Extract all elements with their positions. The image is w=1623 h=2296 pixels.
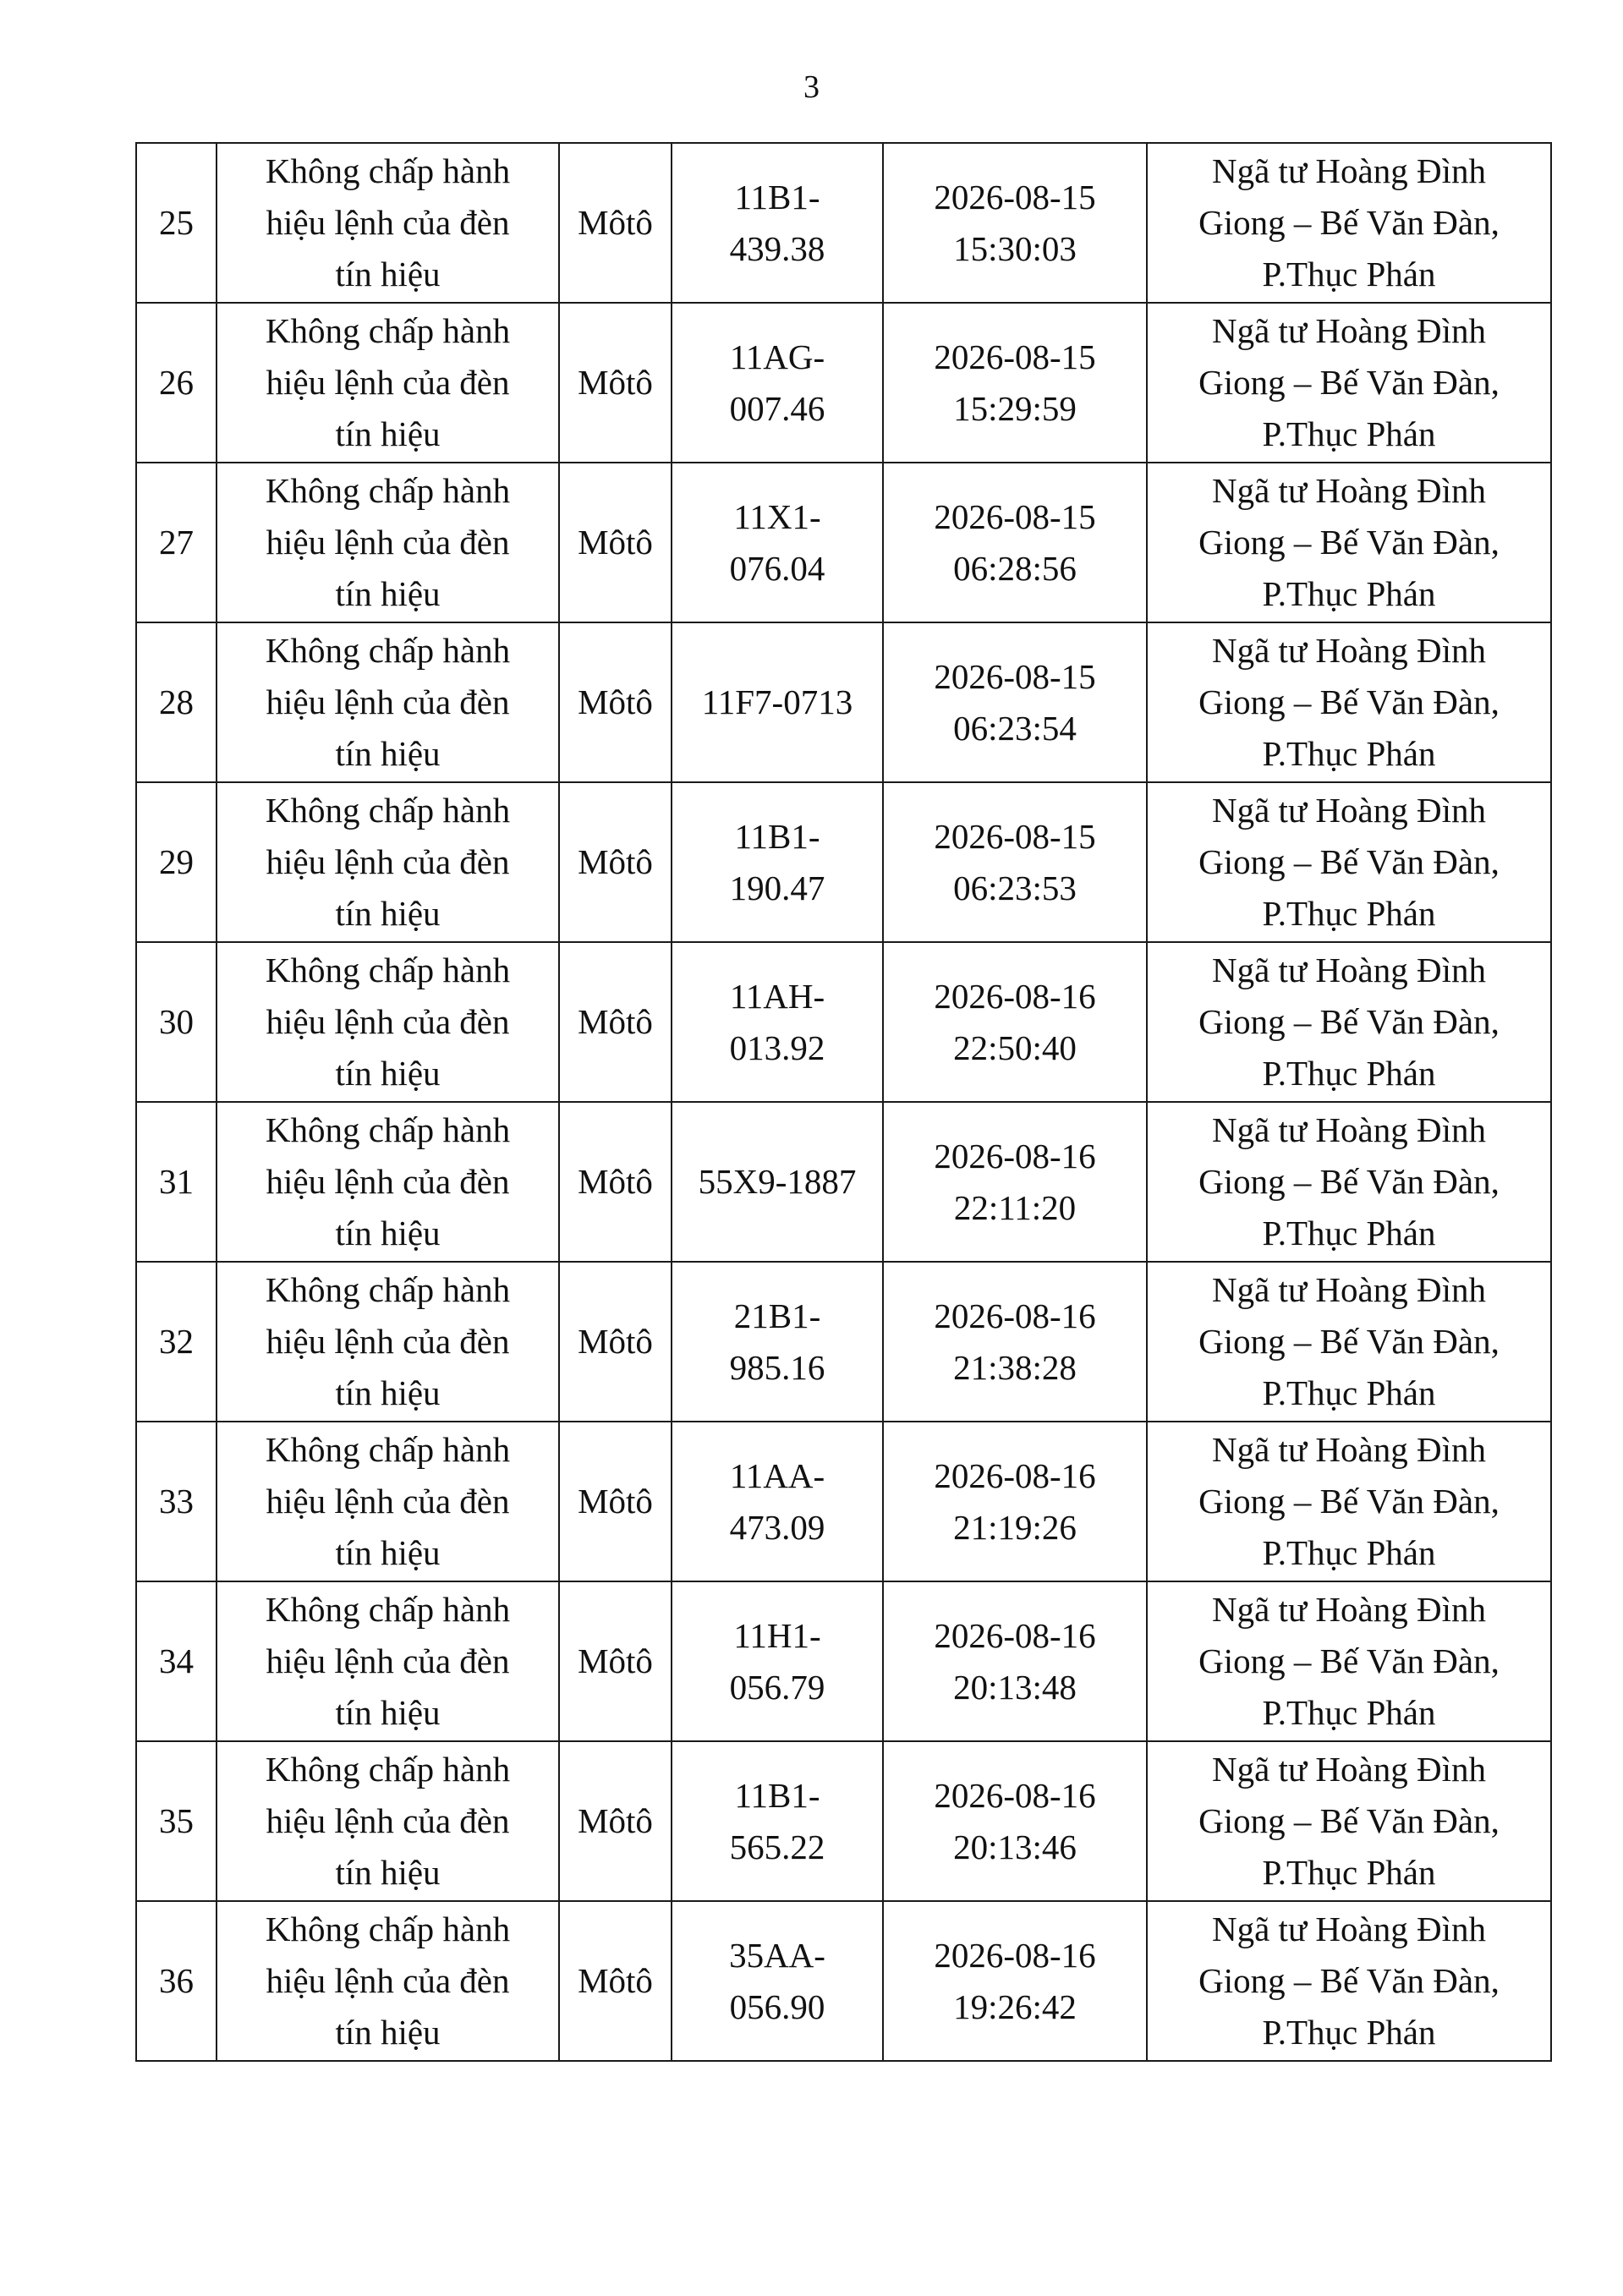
table-row — [136, 1901, 1551, 2061]
timestamp-line: 20:13:46 — [953, 1827, 1077, 1866]
plate-number-line: 007.46 — [729, 388, 825, 428]
location-line: P.Thục Phán — [1262, 894, 1436, 933]
location-line: P.Thục Phán — [1262, 1693, 1436, 1732]
location-line: Ngã tư Hoàng Đình — [1212, 311, 1486, 350]
location-line: Giong – Bế Văn Đàn, — [1198, 682, 1500, 721]
violation-line: Không chấp hành — [265, 951, 511, 989]
location-line: P.Thục Phán — [1262, 1853, 1436, 1892]
violation-line: Không chấp hành — [265, 311, 511, 350]
timestamp-line: 21:19:26 — [953, 1507, 1077, 1547]
plate-number-line: 11F7-0713 — [701, 682, 853, 721]
location-line: P.Thục Phán — [1262, 1054, 1436, 1093]
violation-line: Không chấp hành — [265, 1750, 511, 1789]
timestamp-line: 22:11:20 — [953, 1187, 1077, 1227]
row-number-cell: 34 — [136, 1581, 217, 1741]
plate-number-cell — [672, 782, 883, 942]
location-line: Ngã tư Hoàng Đình — [1212, 1110, 1486, 1149]
violation-cell — [217, 143, 559, 303]
vehicle-type-cell: Môtô — [559, 143, 672, 303]
plate-number-line: 11AG- — [729, 337, 825, 376]
violation-line: tín hiệu — [335, 574, 441, 613]
plate-number-line: 985.16 — [729, 1347, 825, 1387]
timestamp-cell — [883, 143, 1147, 303]
plate-number-line: 35AA- — [729, 1935, 825, 1975]
location-line: Giong – Bế Văn Đàn, — [1198, 1322, 1500, 1361]
plate-number-line: 11AA- — [729, 1455, 825, 1495]
violation-line: hiệu lệnh của đèn — [266, 1002, 510, 1041]
timestamp-line: 2026-08-15 — [934, 337, 1096, 376]
violations-table — [135, 142, 1552, 2062]
location-line: Ngã tư Hoàng Đình — [1212, 1590, 1486, 1629]
plate-number-line: 11AH- — [729, 976, 825, 1016]
violation-cell — [217, 303, 559, 463]
violation-line: Không chấp hành — [265, 151, 511, 190]
location-cell — [1147, 622, 1551, 782]
timestamp-cell — [883, 1901, 1147, 2061]
row-number-cell: 32 — [136, 1262, 217, 1422]
timestamp-cell — [883, 1741, 1147, 1901]
timestamp-line: 2026-08-15 — [934, 496, 1096, 536]
timestamp-line: 2026-08-16 — [934, 1775, 1096, 1815]
timestamp-line: 2026-08-16 — [934, 1296, 1096, 1335]
plate-number-line: 056.79 — [729, 1667, 825, 1707]
location-line: Giong – Bế Văn Đàn, — [1198, 842, 1500, 881]
timestamp-cell — [883, 1102, 1147, 1262]
violation-line: tín hiệu — [335, 1533, 441, 1572]
vehicle-type-cell: Môtô — [559, 303, 672, 463]
plate-number-line: 076.04 — [729, 548, 825, 588]
location-line: Giong – Bế Văn Đàn, — [1198, 1162, 1500, 1201]
plate-number-line: 11B1- — [734, 1775, 820, 1815]
vehicle-type-cell: Môtô — [559, 942, 672, 1102]
row-number-cell: 29 — [136, 782, 217, 942]
plate-number-cell — [672, 1581, 883, 1741]
plate-number-line: 565.22 — [729, 1827, 825, 1866]
violation-cell — [217, 622, 559, 782]
row-number-cell: 26 — [136, 303, 217, 463]
violation-line: hiệu lệnh của đèn — [266, 1322, 510, 1361]
location-line: Giong – Bế Văn Đàn, — [1198, 523, 1500, 562]
table-row — [136, 1741, 1551, 1901]
vehicle-type-cell: Môtô — [559, 782, 672, 942]
table-row — [136, 1102, 1551, 1262]
location-cell — [1147, 1581, 1551, 1741]
plate-number-line: 11B1- — [734, 177, 820, 216]
violation-line: hiệu lệnh của đèn — [266, 1641, 510, 1680]
violation-line: hiệu lệnh của đèn — [266, 1162, 510, 1201]
table-row — [136, 782, 1551, 942]
timestamp-cell — [883, 1262, 1147, 1422]
plate-number-line: 056.90 — [729, 1986, 825, 2026]
vehicle-type-cell: Môtô — [559, 622, 672, 782]
violation-cell — [217, 463, 559, 622]
row-number-cell: 25 — [136, 143, 217, 303]
table-row — [136, 463, 1551, 622]
violation-line: hiệu lệnh của đèn — [266, 523, 510, 562]
violation-line: hiệu lệnh của đèn — [266, 842, 510, 881]
timestamp-line: 06:23:53 — [953, 868, 1077, 907]
row-number-cell: 28 — [136, 622, 217, 782]
violation-line: Không chấp hành — [265, 1270, 511, 1309]
vehicle-type-cell: Môtô — [559, 463, 672, 622]
vehicle-type-cell: Môtô — [559, 1581, 672, 1741]
violation-cell — [217, 1581, 559, 1741]
location-line: Ngã tư Hoàng Đình — [1212, 1270, 1486, 1309]
plate-number-cell — [672, 303, 883, 463]
row-number-cell: 36 — [136, 1901, 217, 2061]
violation-line: hiệu lệnh của đèn — [266, 363, 510, 402]
page-number: 3 — [803, 69, 820, 105]
vehicle-type-cell: Môtô — [559, 1422, 672, 1581]
location-line: P.Thục Phán — [1262, 414, 1436, 453]
plate-number-cell — [672, 1741, 883, 1901]
plate-number-cell — [672, 463, 883, 622]
location-line: Ngã tư Hoàng Đình — [1212, 1750, 1486, 1789]
location-line: Giong – Bế Văn Đàn, — [1198, 363, 1500, 402]
vehicle-type-cell: Môtô — [559, 1741, 672, 1901]
table-row — [136, 622, 1551, 782]
plate-number-cell — [672, 622, 883, 782]
violation-line: tín hiệu — [335, 1373, 441, 1412]
location-cell — [1147, 143, 1551, 303]
plate-number-line: 55X9-1887 — [698, 1162, 857, 1201]
plate-number-line: 439.38 — [729, 228, 825, 268]
violation-cell — [217, 1741, 559, 1901]
plate-number-line: 190.47 — [729, 868, 825, 907]
violation-cell — [217, 942, 559, 1102]
plate-number-line: 11B1- — [734, 816, 820, 856]
timestamp-line: 21:38:28 — [953, 1347, 1077, 1387]
violation-cell — [217, 782, 559, 942]
location-line: Ngã tư Hoàng Đình — [1212, 951, 1486, 989]
vehicle-type-cell: Môtô — [559, 1102, 672, 1262]
plate-number-cell — [672, 1262, 883, 1422]
row-number-cell: 27 — [136, 463, 217, 622]
violation-line: hiệu lệnh của đèn — [266, 682, 510, 721]
location-cell — [1147, 782, 1551, 942]
row-number-cell: 35 — [136, 1741, 217, 1901]
timestamp-line: 2026-08-16 — [934, 1935, 1096, 1975]
location-line: Ngã tư Hoàng Đình — [1212, 1910, 1486, 1948]
timestamp-line: 2026-08-15 — [934, 656, 1096, 696]
timestamp-cell — [883, 782, 1147, 942]
timestamp-cell — [883, 622, 1147, 782]
timestamp-cell — [883, 1422, 1147, 1581]
timestamp-line: 2026-08-15 — [934, 816, 1096, 856]
table-row — [136, 1262, 1551, 1422]
plate-number-line: 11X1- — [733, 496, 821, 536]
plate-number-cell — [672, 143, 883, 303]
timestamp-cell — [883, 303, 1147, 463]
violation-cell — [217, 1262, 559, 1422]
location-line: P.Thục Phán — [1262, 734, 1436, 773]
timestamp-line: 2026-08-16 — [934, 1615, 1096, 1655]
location-cell — [1147, 1102, 1551, 1262]
location-cell — [1147, 1901, 1551, 2061]
location-cell — [1147, 303, 1551, 463]
violation-line: tín hiệu — [335, 1054, 441, 1093]
row-number-cell: 33 — [136, 1422, 217, 1581]
timestamp-line: 06:23:54 — [953, 708, 1077, 748]
violation-cell — [217, 1901, 559, 2061]
vehicle-type-cell: Môtô — [559, 1262, 672, 1422]
location-cell — [1147, 942, 1551, 1102]
vehicle-type-cell: Môtô — [559, 1901, 672, 2061]
row-number-cell: 30 — [136, 942, 217, 1102]
plate-number-line: 013.92 — [729, 1027, 825, 1067]
timestamp-cell — [883, 942, 1147, 1102]
violation-line: hiệu lệnh của đèn — [266, 1961, 510, 2000]
violation-cell — [217, 1422, 559, 1581]
location-line: P.Thục Phán — [1262, 1214, 1436, 1252]
violation-line: Không chấp hành — [265, 1110, 511, 1149]
violation-line: tín hiệu — [335, 414, 441, 453]
timestamp-line: 15:30:03 — [953, 228, 1077, 268]
location-line: P.Thục Phán — [1262, 1373, 1436, 1412]
plate-number-cell — [672, 1422, 883, 1581]
violation-line: tín hiệu — [335, 894, 441, 933]
violation-line: hiệu lệnh của đèn — [266, 1801, 510, 1840]
location-line: Ngã tư Hoàng Đình — [1212, 631, 1486, 670]
violation-line: tín hiệu — [335, 1853, 441, 1892]
violation-line: Không chấp hành — [265, 1910, 511, 1948]
violations-table-body — [136, 143, 1551, 2061]
violation-cell — [217, 1102, 559, 1262]
violation-line: Không chấp hành — [265, 1430, 511, 1469]
location-line: Ngã tư Hoàng Đình — [1212, 151, 1486, 190]
row-number-cell: 31 — [136, 1102, 217, 1262]
timestamp-line: 15:29:59 — [953, 388, 1077, 428]
location-line: P.Thục Phán — [1262, 255, 1436, 293]
location-line: Ngã tư Hoàng Đình — [1212, 1430, 1486, 1469]
violation-line: Không chấp hành — [265, 471, 511, 510]
plate-number-cell — [672, 1102, 883, 1262]
plate-number-line: 11H1- — [733, 1615, 821, 1655]
location-line: P.Thục Phán — [1262, 574, 1436, 613]
location-line: Giong – Bế Văn Đàn, — [1198, 1482, 1500, 1521]
violation-line: hiệu lệnh của đèn — [266, 203, 510, 242]
table-row — [136, 143, 1551, 303]
location-line: Ngã tư Hoàng Đình — [1212, 471, 1486, 510]
violation-line: tín hiệu — [335, 1693, 441, 1732]
location-cell — [1147, 1741, 1551, 1901]
table-row — [136, 1581, 1551, 1741]
location-line: Giong – Bế Văn Đàn, — [1198, 1961, 1500, 2000]
timestamp-line: 2026-08-16 — [934, 1136, 1096, 1175]
table-row — [136, 1422, 1551, 1581]
violation-line: Không chấp hành — [265, 631, 511, 670]
violation-line: tín hiệu — [335, 1214, 441, 1252]
timestamp-line: 2026-08-15 — [934, 177, 1096, 216]
plate-number-cell — [672, 1901, 883, 2061]
location-line: Giong – Bế Văn Đàn, — [1198, 1002, 1500, 1041]
timestamp-line: 20:13:48 — [953, 1667, 1077, 1707]
timestamp-line: 06:28:56 — [953, 548, 1077, 588]
violation-line: tín hiệu — [335, 255, 441, 293]
location-cell — [1147, 1262, 1551, 1422]
violation-line: Không chấp hành — [265, 791, 511, 830]
location-cell — [1147, 463, 1551, 622]
table-row — [136, 303, 1551, 463]
location-line: Ngã tư Hoàng Đình — [1212, 791, 1486, 830]
violation-line: tín hiệu — [335, 734, 441, 773]
location-line: Giong – Bế Văn Đàn, — [1198, 203, 1500, 242]
plate-number-line: 473.09 — [729, 1507, 825, 1547]
table-row — [136, 942, 1551, 1102]
plate-number-line: 21B1- — [733, 1296, 821, 1335]
location-line: Giong – Bế Văn Đàn, — [1198, 1801, 1500, 1840]
timestamp-cell — [883, 1581, 1147, 1741]
timestamp-cell — [883, 463, 1147, 622]
timestamp-line: 2026-08-16 — [934, 1455, 1096, 1495]
plate-number-cell — [672, 942, 883, 1102]
violation-line: hiệu lệnh của đèn — [266, 1482, 510, 1521]
timestamp-line: 2026-08-16 — [934, 976, 1096, 1016]
violation-line: Không chấp hành — [265, 1590, 511, 1629]
location-cell — [1147, 1422, 1551, 1581]
timestamp-line: 19:26:42 — [953, 1986, 1077, 2026]
location-line: Giong – Bế Văn Đàn, — [1198, 1641, 1500, 1680]
location-line: P.Thục Phán — [1262, 1533, 1436, 1572]
location-line: P.Thục Phán — [1262, 2013, 1436, 2052]
timestamp-line: 22:50:40 — [953, 1027, 1077, 1067]
violation-line: tín hiệu — [335, 2013, 441, 2052]
